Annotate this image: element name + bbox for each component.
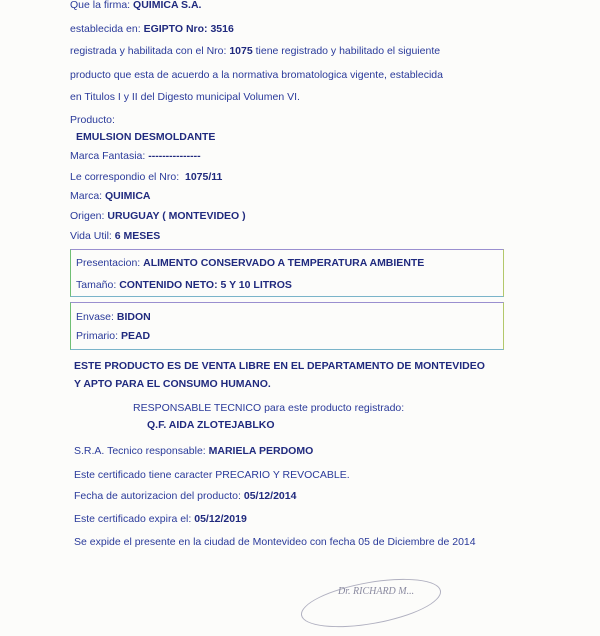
- tamano-label: Tamaño:: [76, 279, 117, 291]
- marca-fantasia-line: [70, 149, 201, 163]
- notice-line-1: ESTE PRODUCTO ES DE VENTA LIBRE EN EL DEPARTAMENTO DE MONTEVIDEO: [74, 360, 485, 372]
- sra-line: [74, 444, 313, 458]
- registrada-rest: tiene registrado y habilitado el siguiente: [255, 45, 441, 57]
- caracter-value: PRECARIO Y REVOCABLE.: [215, 469, 350, 481]
- firma-label: Que la firma:: [70, 0, 131, 11]
- nro-line: [70, 170, 222, 184]
- origen-value: URUGUAY ( MONTEVIDEO ): [107, 210, 246, 222]
- presentacion-value: ALIMENTO CONSERVADO A TEMPERATURA AMBIENTE: [143, 257, 425, 269]
- marca-fantasia-value: ---------------: [148, 150, 201, 162]
- fecha-value: 05/12/2014: [243, 490, 297, 502]
- primario-label: Primario:: [76, 330, 119, 342]
- registrada-label: registrada y habilitada con el Nro:: [70, 45, 227, 57]
- expide-line: Se expide el presente en la ciudad de Montevideo con fecha 05 de Diciembre de 2014: [74, 536, 476, 548]
- expira-label: Este certificado expira el:: [74, 513, 192, 525]
- presentacion-line: [76, 256, 424, 270]
- nro-value: 1075/11: [185, 171, 223, 183]
- registrada-line: [70, 44, 440, 58]
- fecha-line: [74, 489, 296, 503]
- responsable-label: RESPONSABLE TECNICO para este producto registrado:: [133, 402, 405, 414]
- registrada-value: 1075: [229, 45, 253, 57]
- marca-line: [70, 189, 151, 203]
- primario-line: [76, 329, 150, 343]
- marca-label: Marca:: [70, 190, 103, 202]
- vida-line: [70, 229, 160, 243]
- envase-label: Envase:: [76, 311, 114, 323]
- origen-line: [70, 209, 246, 223]
- producto-label: Producto:: [70, 114, 115, 126]
- presentacion-label: Presentacion:: [76, 257, 141, 269]
- sra-value: MARIELA PERDOMO: [208, 445, 314, 457]
- digesto-line: en Titulos I y II del Digesto municipal Volumen VI.: [70, 91, 300, 103]
- establecida-label: establecida en:: [70, 23, 141, 35]
- primario-value: PEAD: [120, 330, 151, 342]
- nro-label: Le correspondio el Nro:: [70, 171, 180, 183]
- origen-label: Origen:: [70, 210, 105, 222]
- fecha-label: Fecha de autorizacion del producto:: [74, 490, 241, 502]
- vida-value: 6 MESES: [114, 230, 161, 242]
- marca-fantasia-label: Marca Fantasia:: [70, 150, 146, 162]
- producto-value: EMULSION DESMOLDANTE: [76, 131, 216, 143]
- expira-line: [74, 512, 247, 526]
- tamano-line: [76, 278, 292, 292]
- caracter-label: Este certificado tiene caracter: [74, 469, 213, 481]
- establecida-line: [70, 22, 234, 36]
- envase-line: [76, 310, 151, 324]
- normativa-line: producto que esta de acuerdo a la normativa bromatologica vigente, establecida: [70, 69, 443, 81]
- signature-stamp: [297, 570, 444, 636]
- vida-label: Vida Util:: [70, 230, 112, 242]
- envase-value: BIDON: [116, 311, 151, 323]
- signature-text: Dr. RICHARD M...: [338, 586, 415, 597]
- responsable-name: Q.F. AIDA ZLOTEJABLKO: [147, 419, 275, 431]
- establecida-value: EGIPTO Nro: 3516: [143, 23, 234, 35]
- sra-label: S.R.A. Tecnico responsable:: [74, 445, 206, 457]
- caracter-line: [74, 468, 350, 482]
- expira-value: 05/12/2019: [194, 513, 247, 525]
- marca-value: QUIMICA: [105, 190, 151, 202]
- notice-line-2: Y APTO PARA EL CONSUMO HUMANO.: [74, 378, 271, 390]
- tamano-value: CONTENIDO NETO: 5 Y 10 LITROS: [119, 279, 292, 291]
- firma-line: [70, 0, 201, 12]
- firma-value: QUIMICA S.A.: [133, 0, 202, 11]
